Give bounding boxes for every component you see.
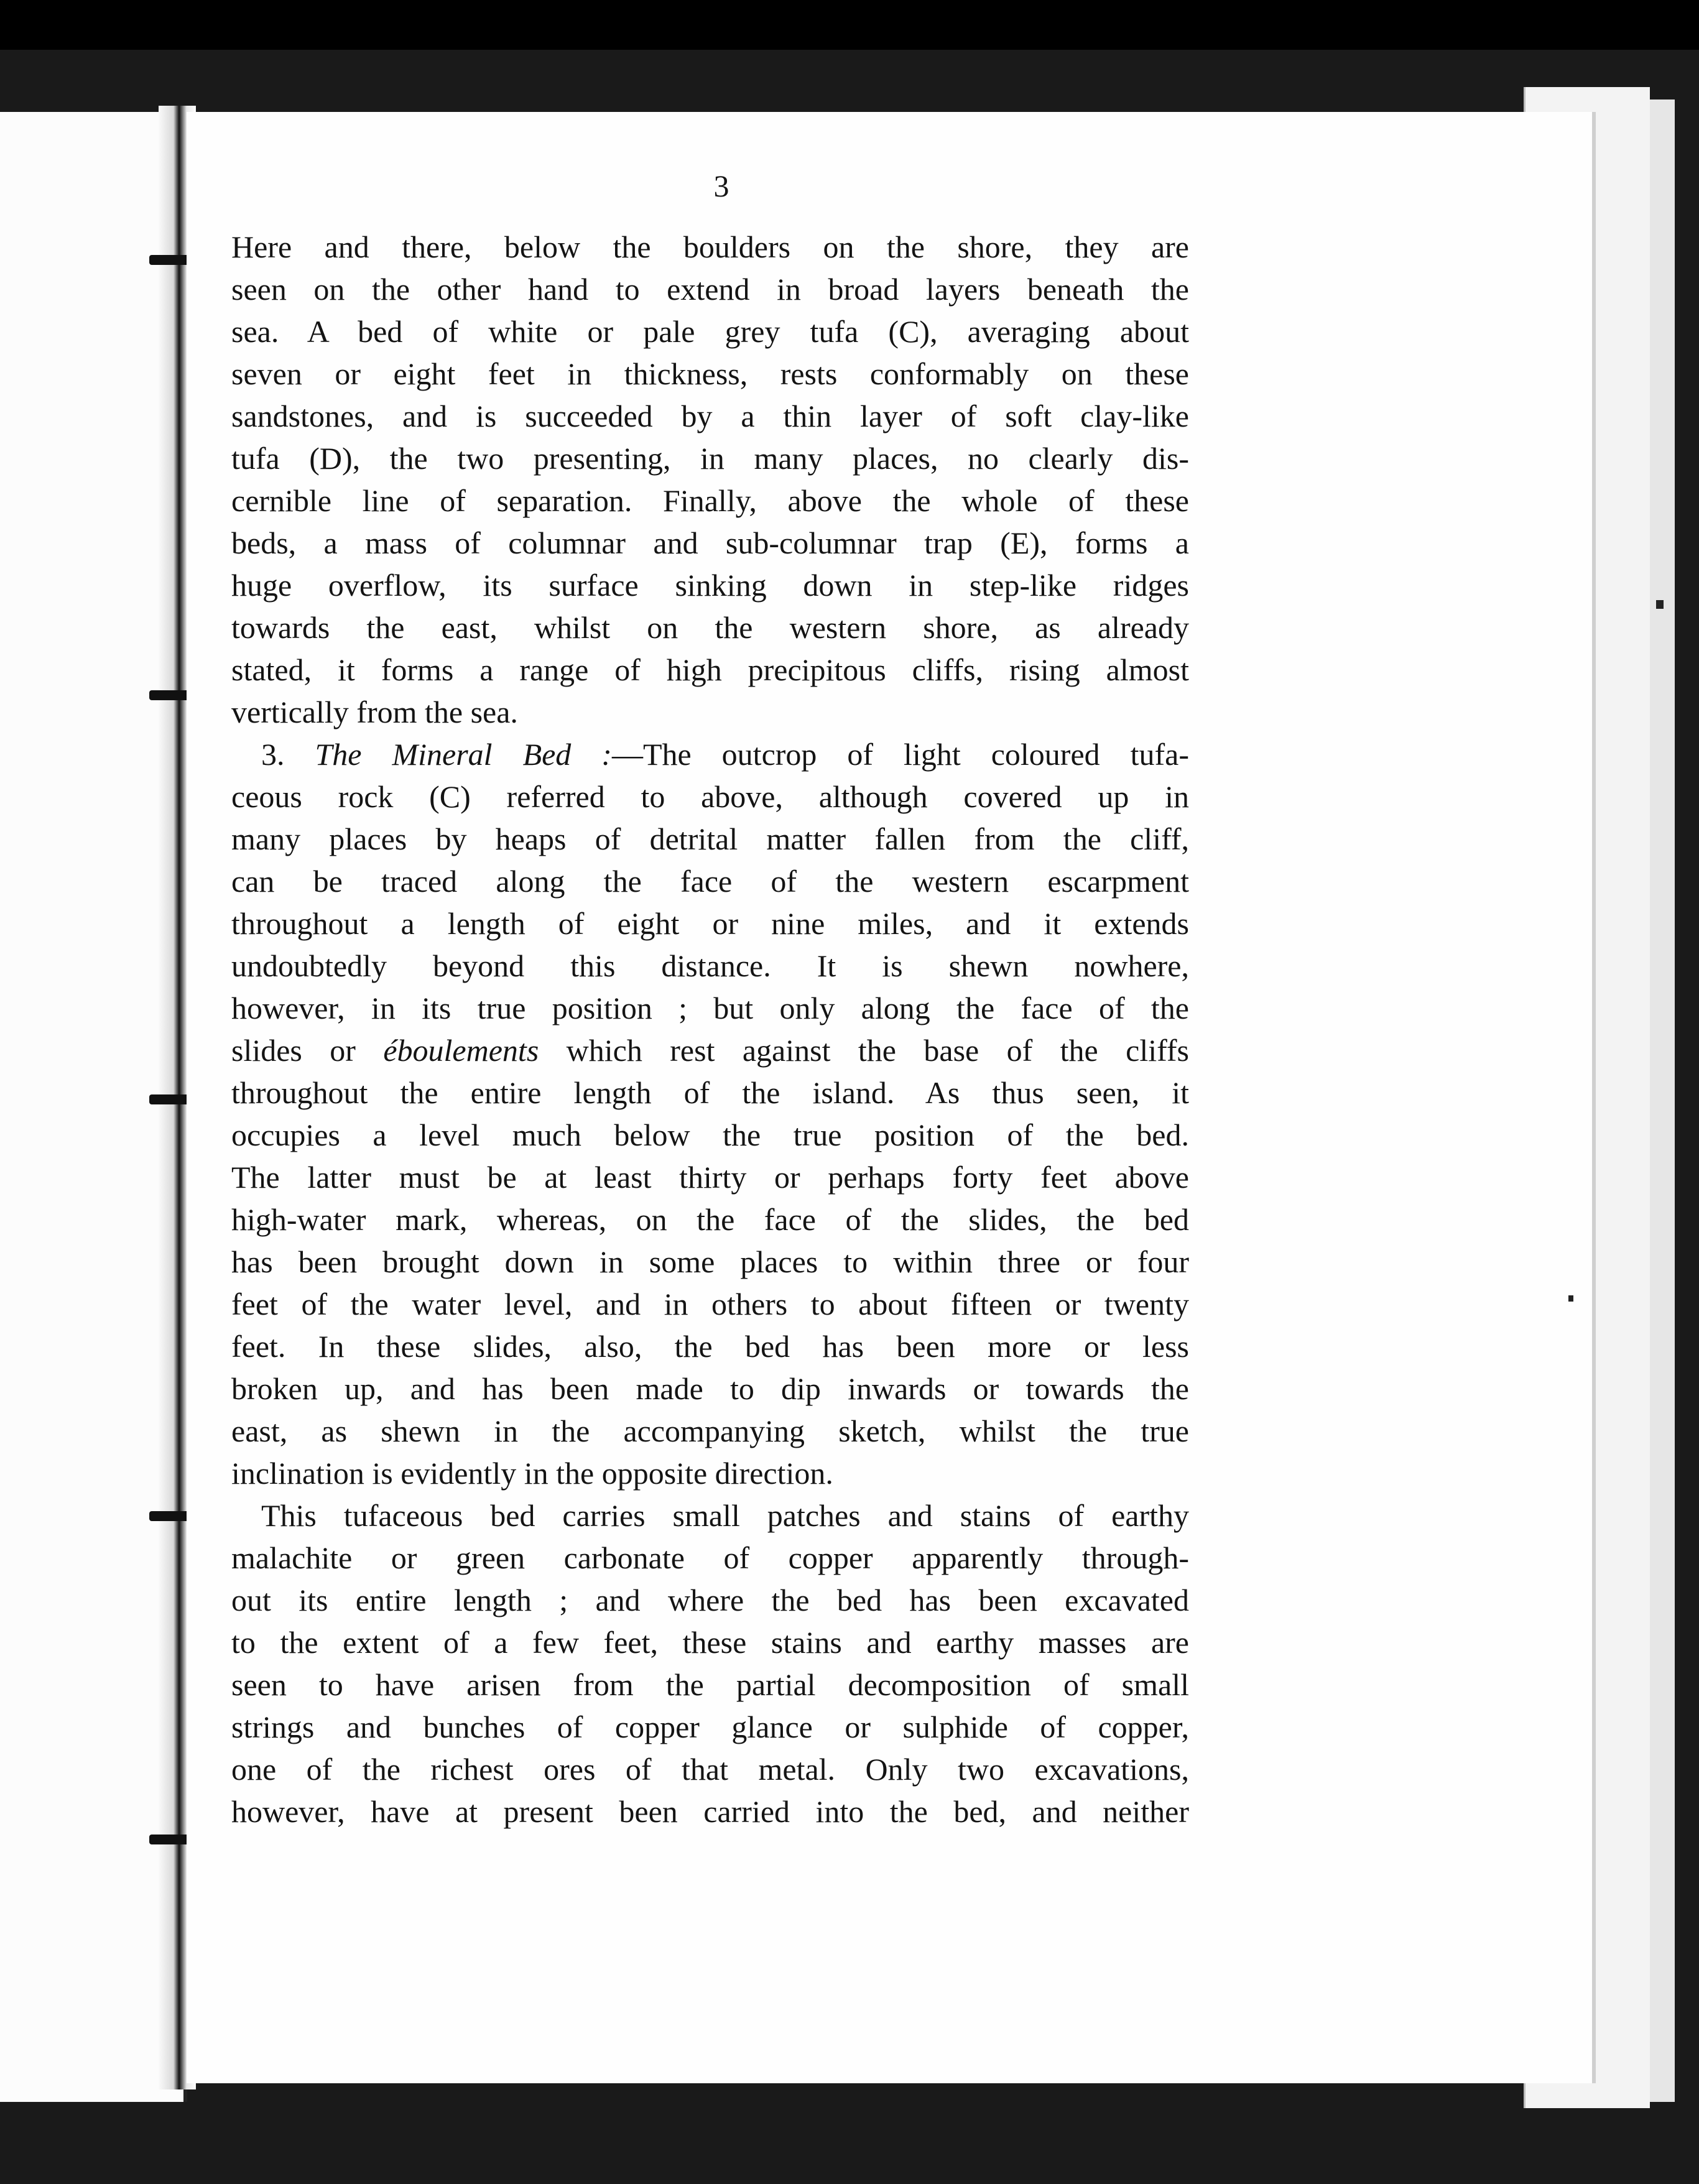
page-number: 3: [713, 169, 729, 203]
text-line: one of the richest ores of that metal. Only two excavations,: [231, 1752, 1189, 1787]
scan-speck: [1656, 600, 1664, 609]
text-line: seven or eight feet in thickness, rests conformably on these: [231, 356, 1189, 391]
section-number: 3.: [261, 737, 285, 772]
text-line: feet. In these slides, also, the bed has been more or less: [231, 1329, 1189, 1364]
text-line: ceous rock (C) referred to above, although covered up in: [231, 779, 1189, 814]
body-text: [231, 226, 1189, 1833]
text-fragment: This tufaceous bed carries small patches and stains of earthy: [261, 1498, 1189, 1533]
section-heading: The Mineral Bed :: [315, 737, 612, 772]
text-line: broken up, and has been made to dip inwards or towards the: [231, 1371, 1189, 1406]
text-line: many places by heaps of detrital matter fallen from the cliff,: [231, 821, 1189, 856]
text-line: huge overflow, its surface sinking down in step-like ridges: [231, 568, 1189, 603]
text-line: east, as shewn in the accompanying sketch, whilst the true: [231, 1414, 1189, 1448]
text-line: high-water mark, whereas, on the face of the slides, the bed: [231, 1202, 1189, 1237]
text-line: throughout a length of eight or nine miles, and it extends: [231, 906, 1189, 941]
text-line: strings and bunches of copper glance or sulphide of copper,: [231, 1710, 1189, 1744]
text-line: however, have at present been carried into the bed, and neither: [231, 1794, 1189, 1829]
text-line: feet of the water level, and in others to about fifteen or twenty: [231, 1287, 1189, 1321]
text-line: sea. A bed of white or pale grey tufa (C), averaging about: [231, 314, 1189, 349]
text-line: tufa (D), the two presenting, in many places, no clearly dis-: [231, 441, 1189, 476]
text-line: out its entire length ; and where the bed has been excavated: [231, 1583, 1189, 1617]
text-line: to the extent of a few feet, these stains and earthy masses are: [231, 1625, 1189, 1660]
text-line: cernible line of separation. Finally, above the whole of these: [231, 483, 1189, 518]
text-line: malachite or green carbonate of copper apparently through-: [231, 1540, 1189, 1575]
text-line: has been brought down in some places to within three or four: [231, 1244, 1189, 1279]
text-line: vertically from the sea.: [231, 695, 518, 729]
text-fragment: —The outcrop of light coloured tufa-: [611, 737, 1189, 772]
text-line: towards the east, whilst on the western shore, as already: [231, 610, 1189, 645]
section-heading-line: [231, 733, 1189, 775]
paragraph-1: [231, 226, 1189, 733]
text-line: seen on the other hand to extend in broad layers beneath the: [231, 272, 1189, 307]
text-line: Here and there, below the boulders on the shore, they are: [231, 229, 1189, 264]
paragraph-2: [231, 733, 1189, 1494]
text-line: [231, 1494, 1189, 1537]
scan-speck: [1568, 1295, 1573, 1302]
italic-term: éboulements: [383, 1033, 539, 1068]
text-line: seen to have arisen from the partial decomposition of small: [231, 1667, 1189, 1702]
text-line: inclination is evidently in the opposite direction.: [231, 1456, 833, 1491]
text-line: throughout the entire length of the island. As thus seen, it: [231, 1075, 1189, 1110]
text-fragment: which rest against the base of the cliffs: [539, 1033, 1189, 1068]
text-line: occupies a level much below the true position of the bed.: [231, 1117, 1189, 1152]
text-line: can be traced along the face of the western escarpment: [231, 864, 1189, 899]
text-line: beds, a mass of columnar and sub-columnar trap (E), forms a: [231, 525, 1189, 560]
text-line: [231, 1029, 1189, 1071]
text-line: sandstones, and is succeeded by a thin layer of soft clay-like: [231, 399, 1189, 433]
paragraph-3: [231, 1494, 1189, 1833]
text-fragment: slides or: [231, 1033, 384, 1068]
text-line: however, in its true position ; but only along the face of the: [231, 991, 1189, 1025]
text-line: stated, it forms a range of high precipitous cliffs, rising almost: [231, 652, 1189, 687]
text-line: undoubtedly beyond this distance. It is shewn nowhere,: [231, 948, 1189, 983]
text-line: The latter must be at least thirty or perhaps forty feet above: [231, 1160, 1189, 1195]
